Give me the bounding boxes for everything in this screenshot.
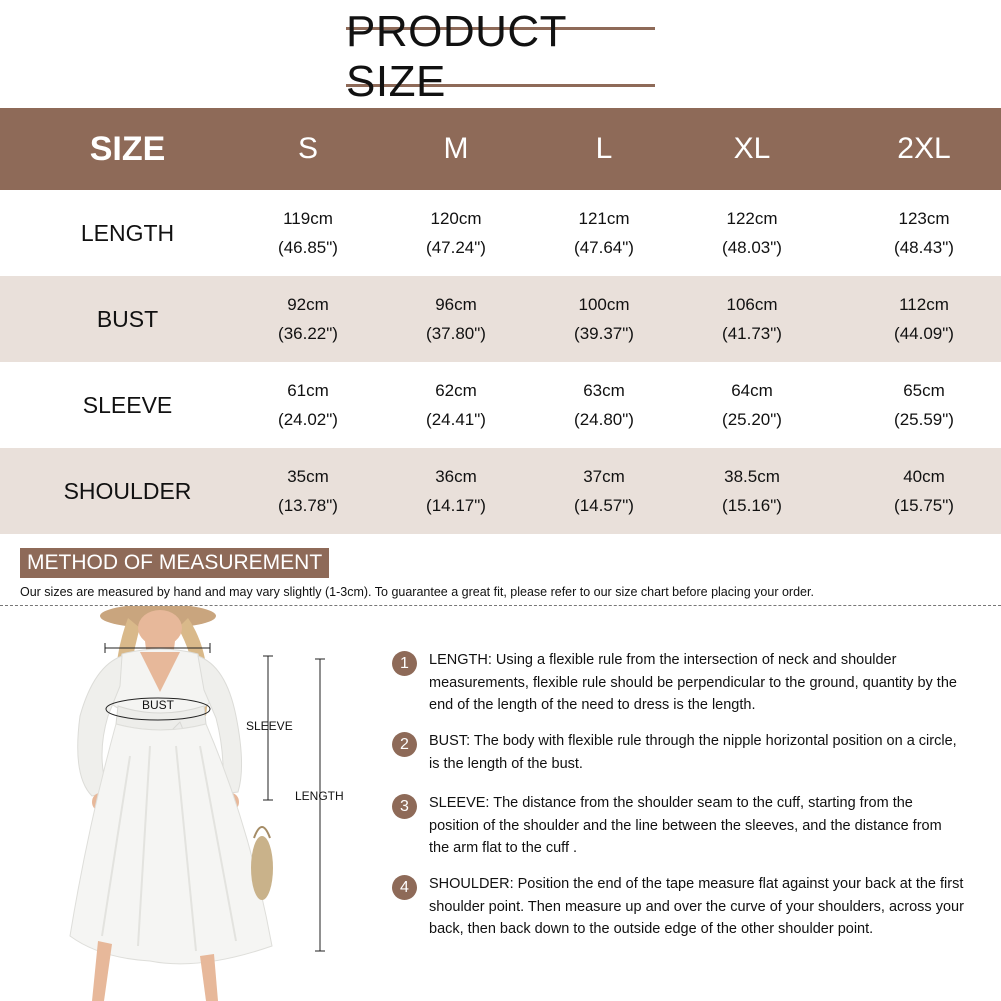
table-cell: 36cm (14.17"): [361, 448, 551, 534]
table-cell: 65cm (25.59"): [894, 381, 954, 429]
header-l: L: [551, 108, 657, 190]
step-number-badge: 1: [392, 651, 417, 676]
row-label: SLEEVE: [82, 391, 173, 418]
table-cell: 96cm (37.80"): [361, 276, 551, 362]
step-number-badge: 2: [392, 732, 417, 757]
header-xl: XL: [657, 108, 847, 190]
table-cell: 63cm (24.80"): [574, 381, 634, 429]
table-row-sleeve: [0, 362, 1001, 448]
step-number-badge: 3: [392, 794, 417, 819]
step-number-badge: 4: [392, 875, 417, 900]
table-cell: 121cm (47.64"): [574, 209, 634, 257]
header-m: M: [361, 108, 551, 190]
table-cell: 123cm (48.43"): [894, 209, 954, 257]
table-cell: 37cm (14.57"): [551, 448, 657, 534]
row-label: BUST: [0, 276, 255, 362]
table-cell: 64cm (25.20"): [722, 381, 782, 429]
length-label: LENGTH: [295, 789, 344, 803]
page-title: [346, 7, 655, 106]
instruction-text: BUST: The body with flexible rule through the nipple horizontal position on a circle, is the length of the bust.: [429, 733, 957, 772]
table-cell: 40cm (15.75"): [847, 448, 1001, 534]
table-cell: 112cm (44.09"): [847, 276, 1001, 362]
bust-label: BUST: [142, 698, 175, 712]
table-cell: 119cm (46.85"): [278, 209, 338, 257]
instruction-text: SLEEVE: The distance from the shoulder seam to the cuff, starting from the position of the shoulder and the line between the sleeves, and the distance from the arm flat to the cuff .: [429, 795, 942, 856]
instruction-text: SHOULDER: Position the end of the tape measure flat against your back at the first shoulder point. Then measure up and over the curve of your shoulders, across your back, then back down to the outside edge of the other shoulder point.: [429, 876, 964, 937]
header-size: SIZE: [0, 108, 255, 190]
header-s: S: [255, 108, 361, 190]
table-row-bust: [0, 276, 1001, 362]
dress-illustration: [0, 606, 380, 1001]
header-2xl: 2XL: [847, 108, 1001, 190]
table-row-shoulder: [0, 448, 1001, 534]
bag-icon: [251, 836, 273, 900]
instruction-text: LENGTH: Using a flexible rule from the intersection of neck and shoulder measurements, flexible rule should be perpendicular to the ground, quantity by the end of the length of the need to dress is the length.: [429, 652, 957, 713]
method-heading: METHOD OF MEASUREMENT: [20, 548, 329, 578]
row-label: LENGTH: [80, 219, 175, 246]
table-cell: 120cm (47.24"): [426, 209, 486, 257]
table-cell: 100cm (39.37"): [551, 276, 657, 362]
table-cell: 62cm (24.41"): [426, 381, 486, 429]
page-title-text: PRODUCT SIZE: [346, 7, 567, 106]
table-cell: 92cm (36.22"): [255, 276, 361, 362]
table-cell: 35cm (13.78"): [255, 448, 361, 534]
row-label: SHOULDER: [0, 448, 255, 534]
dress-measurement-figure: [0, 606, 380, 1001]
table-cell: 106cm (41.73"): [657, 276, 847, 362]
method-note: Our sizes are measured by hand and may vary slightly (1-3cm). To guarantee a great fit, please refer to our size chart before placing your order.: [20, 585, 814, 599]
table-cell: 38.5cm (15.16"): [657, 448, 847, 534]
table-row-length: [0, 190, 1001, 276]
size-chart-table: [0, 108, 1001, 534]
table-cell: 122cm (48.03"): [722, 209, 782, 257]
size-header-row: [0, 108, 1001, 190]
sleeve-label: SLEEVE: [246, 719, 293, 733]
table-cell: 61cm (24.02"): [278, 381, 338, 429]
